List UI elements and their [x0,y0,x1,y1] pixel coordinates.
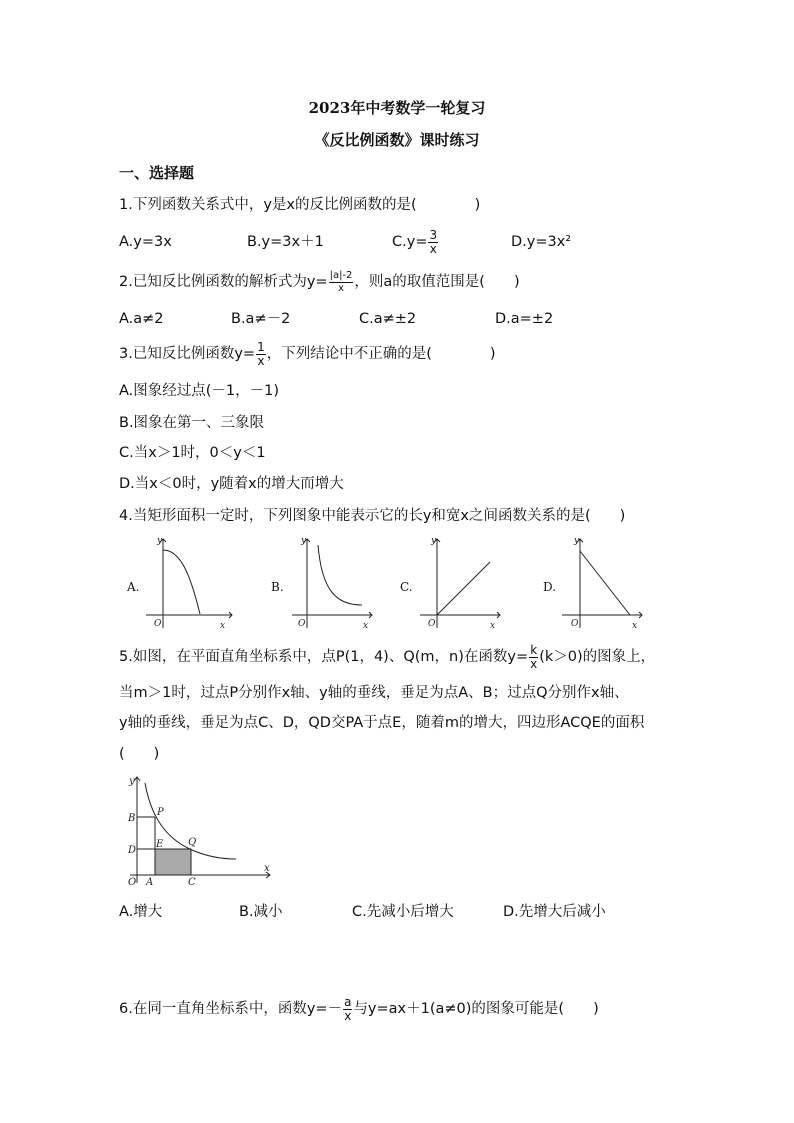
q5-point-c: C [188,877,196,888]
q5-line-1 [119,637,655,677]
q5-point-q: Q [188,837,197,848]
q4-option-d-label: D. [543,580,557,594]
q3-denominator: x [257,353,265,368]
q5-figure [118,771,278,891]
page-subtitle: 《反比例函数》课时练习 [314,131,480,149]
q5-point-p: P [157,807,164,818]
q5-option-c: C.先减小后增大 [352,904,454,920]
q2-stem-prefix: 2.已知反比例函数的解析式为y= [119,274,328,290]
q4-a-x-label: x [220,621,226,631]
q4-d-origin: O [571,619,579,629]
q4-c-y-label: y [431,536,437,546]
q3-option-d: D.当x＜0时，y随着x的增大而增大 [119,476,344,492]
q5-y-label: y [129,776,135,787]
q2-option-d: D.a=±2 [495,311,554,327]
q4-a-origin: O [154,619,162,629]
q5-option-a: A.增大 [119,904,163,920]
q1-option-c-prefix: C.y= [392,234,428,250]
q2-denominator: x [338,282,344,294]
q2-option-c: C.a≠±2 [359,311,417,327]
q6-stem [119,989,599,1029]
q4-option-c-label: C. [400,580,413,594]
q4-d-y-label: y [574,536,580,546]
q3-stem [119,334,496,374]
q5-point-a: A [146,877,154,888]
q1-option-a: A.y=3x [119,234,172,250]
q2-option-b: B.a≠－2 [231,311,291,327]
q6-numerator: a [344,994,352,1009]
q4-b-x-label: x [363,621,369,631]
q6-stem-prefix: 6.在同一直角坐标系中，函数y=－ [119,1001,343,1017]
q5-option-d: D.先增大后减小 [503,904,606,920]
q5-fraction [529,644,538,671]
section-heading: 一、选择题 [119,164,195,182]
q1-c-numerator: 3 [429,227,438,242]
q1-option-b: B.y=3x＋1 [247,234,324,250]
q2-option-a: A.a≠2 [119,311,164,327]
q4-graph-d [562,539,642,628]
q3-numerator: 1 [257,339,265,354]
q2-stem-suffix: ，则a的取值范围是( ) [354,274,520,290]
q2-fraction [329,270,354,295]
q3-fraction [256,341,266,368]
q3-stem-suffix: ，下列结论中不正确的是( ) [266,346,496,362]
page-title: 2023年中考数学一轮复习 [308,99,486,117]
q5-option-b: B.减小 [239,904,283,920]
q4-d-x-label: x [632,621,638,631]
q4-b-y-label: y [301,536,307,546]
q5-point-d: D [128,845,137,856]
q3-option-a: A.图象经过点(－1，－1) [119,383,280,399]
q1-c-denominator: x [429,241,437,256]
q3-option-c: C.当x＞1时，0＜y＜1 [119,445,266,461]
q6-denominator: x [344,1008,352,1023]
q5-shaded-acqe [155,849,191,875]
q5-line-1-prefix: 5.如图，在平面直角坐标系中，点P(1，4)、Q(m，n)在函数y= [119,649,529,665]
q5-point-e: E [156,839,164,850]
q4-graph-a [146,539,232,628]
q4-c-origin: O [428,619,436,629]
q6-fraction [343,996,352,1023]
q3-stem-prefix: 3.已知反比例函数y= [119,346,256,362]
q4-option-b-label: B. [271,580,284,594]
q4-b-origin: O [298,619,306,629]
q2-stem [119,262,520,302]
q5-line-1-suffix: (k＞0)的图象上， [539,649,656,665]
q4-graph-c [420,539,500,628]
q5-denominator: x [530,656,538,671]
q4-stem: 4.当矩形面积一定时，下列图象中能表示它的长y和宽x之间函数关系的是( ) [119,508,626,524]
q4-graphs [0,533,794,633]
q2-numerator: |a|-2 [329,269,353,281]
q5-point-b: B [128,813,136,824]
q4-graph-b [292,539,372,628]
q5-origin-label: O [128,877,137,888]
q6-stem-suffix: 与y=ax＋1(a≠0)的图象可能是( ) [353,1001,599,1017]
q3-option-b: B.图象在第一、三象限 [119,415,265,431]
q1-option-c [392,222,439,262]
q4-c-x-label: x [490,621,496,631]
q1-stem: 1.下列函数关系式中，y是x的反比例函数的是( ) [119,197,481,213]
q5-numerator: k [530,642,538,657]
q1-option-c-fraction [428,229,438,256]
q5-x-label: x [264,863,270,874]
q1-option-d: D.y=3x² [511,234,572,250]
q5-line-4: ( ) [119,746,160,762]
q5-line-2: 当m＞1时，过点P分别作x轴、y轴的垂线，垂足为点A、B；过点Q分别作x轴、 [119,685,629,701]
q4-option-a-label: A. [127,580,140,594]
q5-line-3: y轴的垂线，垂足为点C、D，QD交PA于点E，随着m的增大，四边形ACQE的面积 [119,715,645,731]
q4-a-y-label: y [157,536,163,546]
